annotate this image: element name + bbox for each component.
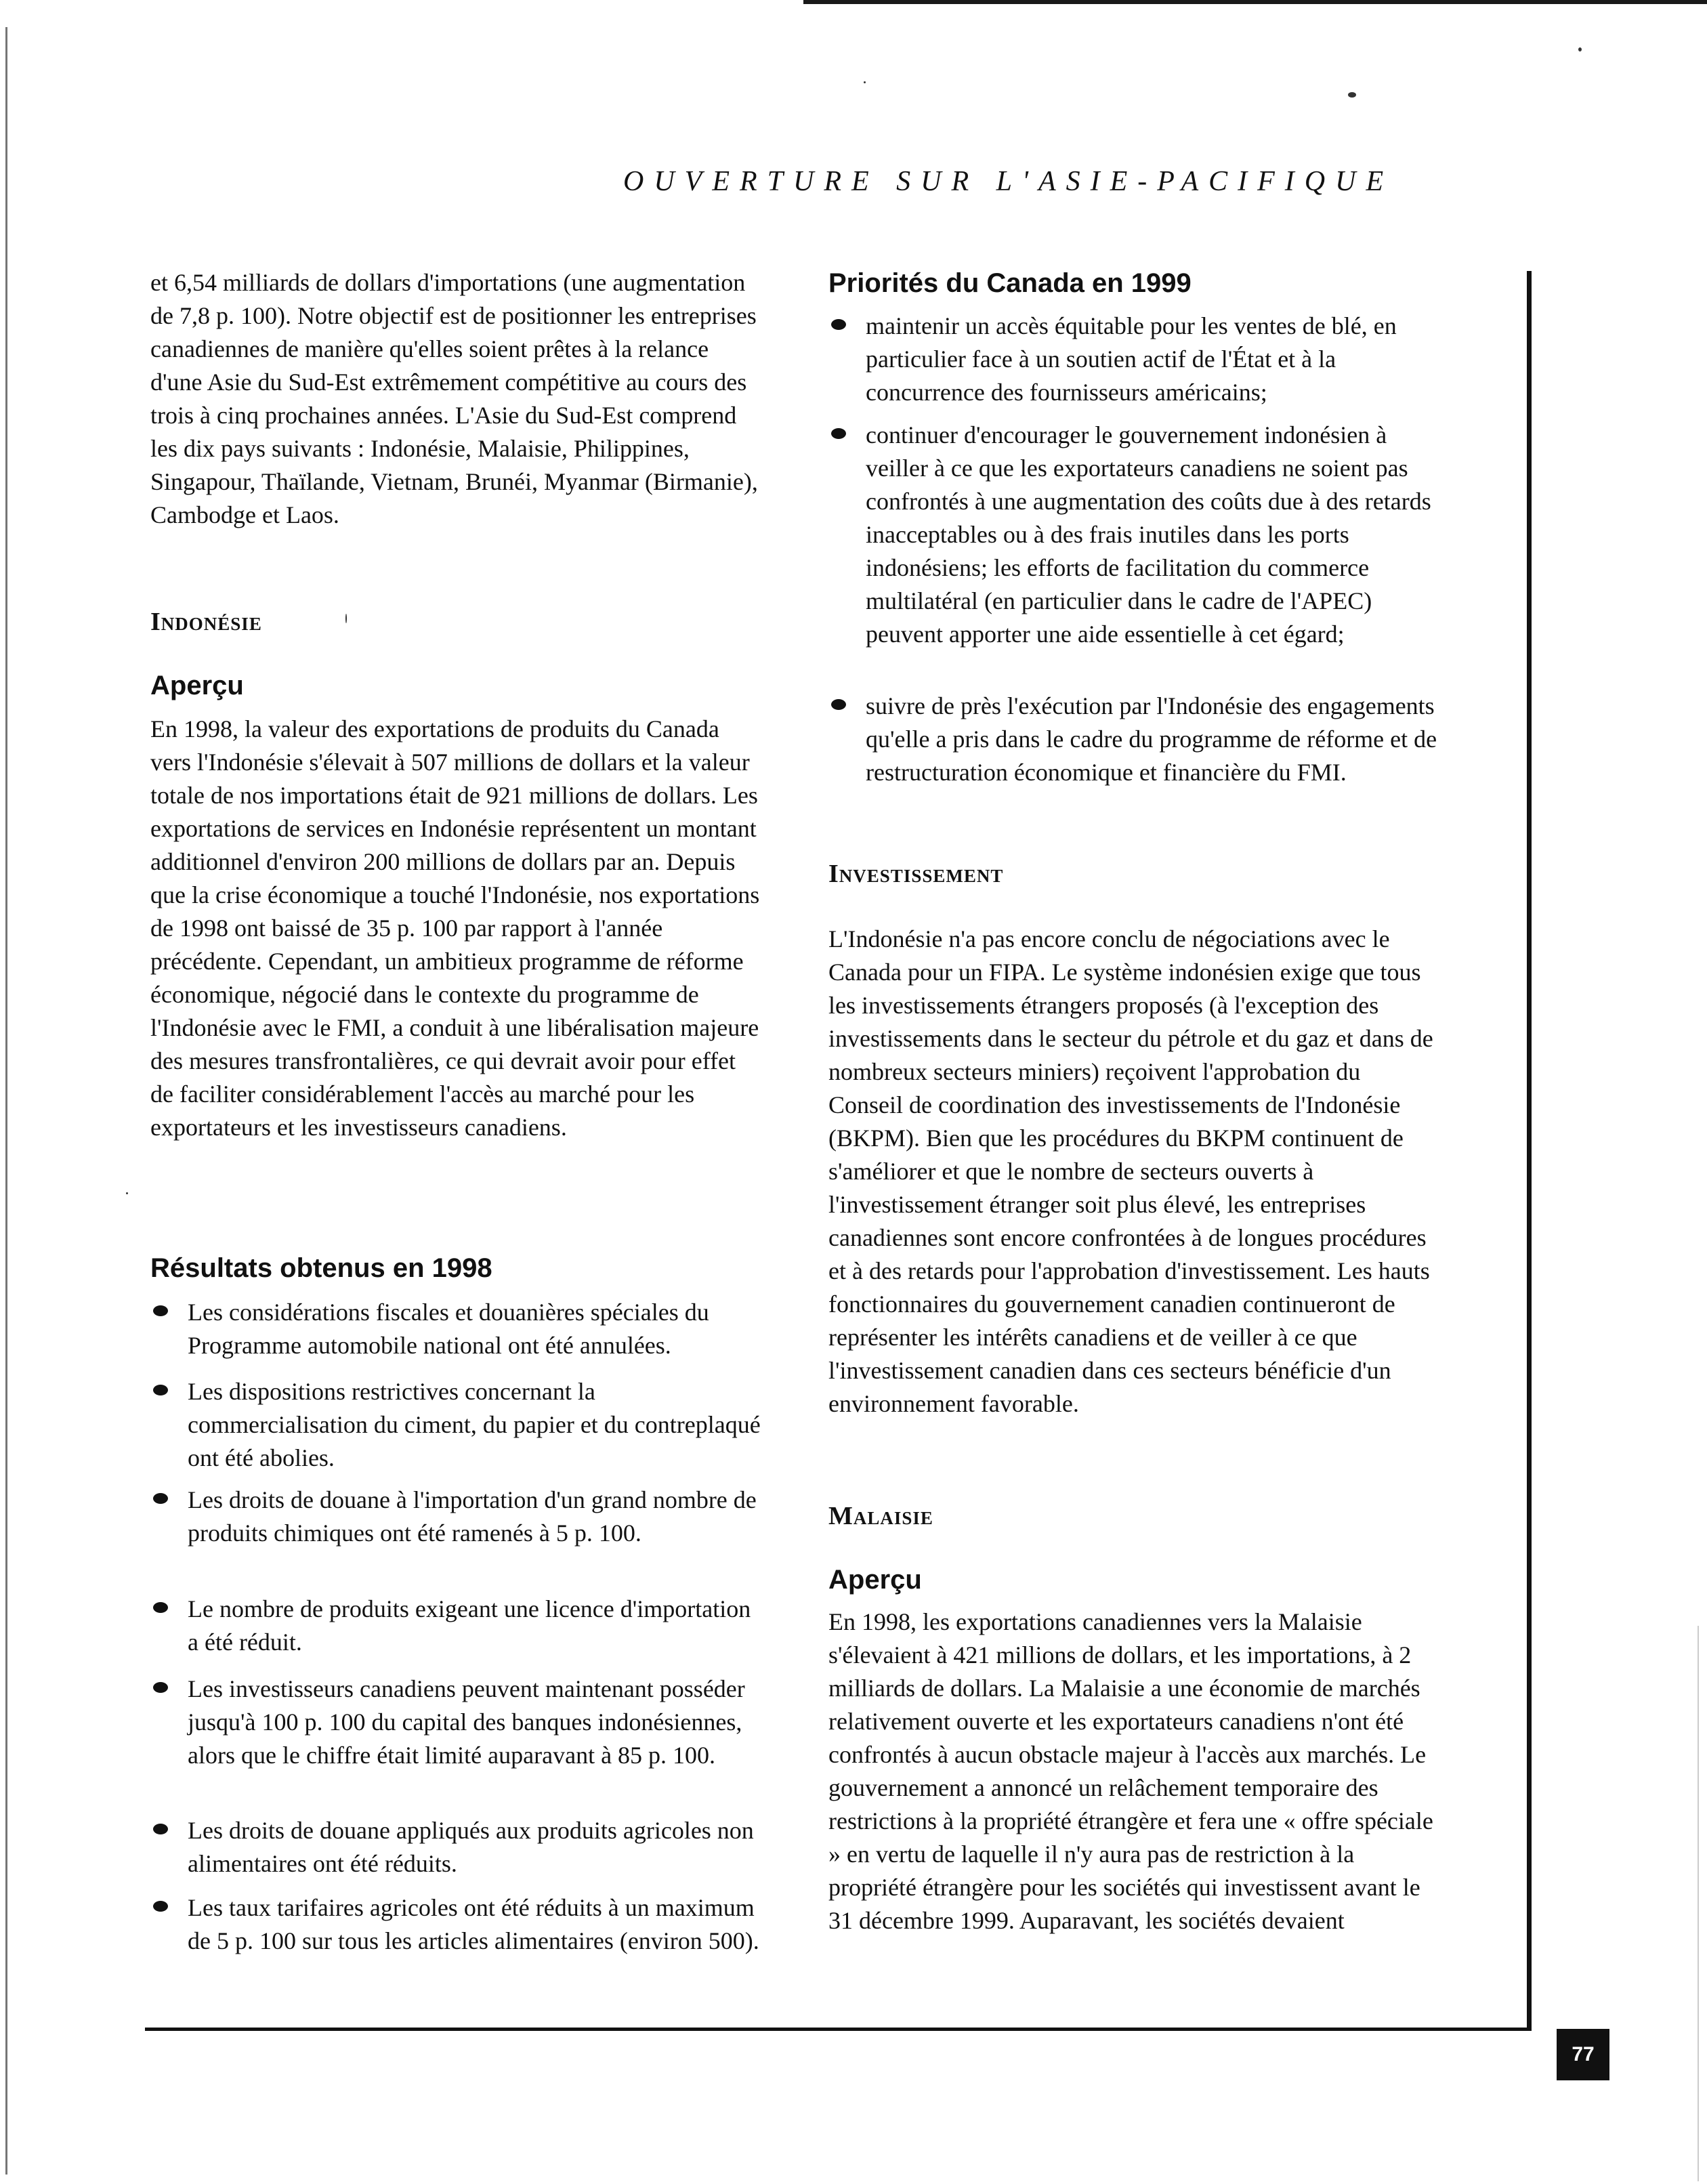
bullet-icon bbox=[153, 1824, 168, 1834]
list-item-text: continuer d'encourager le gouvernement indonésien à veiller à ce que les exportateurs canadiens ne soient pas confrontés à une augmentation des coûts due à des retards inacceptables ou à des frais inutiles dans les ports indonésiens; les efforts de facilitation du commerce multilatéral (en particulier dans le cadre de l'APEC) peuvent apporter une aide essentielle à cet égard; bbox=[866, 421, 1431, 648]
heading-malaisie: Malaisie bbox=[828, 1502, 933, 1530]
intro-paragraph: et 6,54 milliards de dollars d'importations (une augmentation de 7,8 p. 100). Notre objectif est de positionner les entreprises canadiennes de manière qu'elles soient prêtes à la relance d'une Asie du Sud-Est extrêmement compétitive au cours des trois à cinq prochaines années. L'Asie du Sud-Est comprend les dix pays suivants : Indonésie, Malaisie, Philippines, Singapour, Thaïlande, Vietnam, Brunéi, Myanmar (Birmanie), Cambodge et Laos. bbox=[150, 269, 758, 528]
top-border-line bbox=[803, 0, 1707, 4]
heading-priorites-1999: Priorités du Canada en 1999 bbox=[828, 268, 1192, 298]
list-item-text: Les taux tarifaires agricoles ont été réduits à un maximum de 5 p. 100 sur tous les articles alimentaires (environ 500). bbox=[188, 1894, 759, 1954]
heading-apercu-malaisie: Aperçu bbox=[828, 1565, 922, 1595]
bullet-icon bbox=[831, 428, 846, 439]
scan-speck bbox=[126, 1192, 128, 1194]
bullet-icon bbox=[831, 699, 846, 710]
list-item-text: suivre de près l'exécution par l'Indonésie des engagements qu'elle a pris dans le cadre du programme de réforme et de restructuration économique et financière du FMI. bbox=[866, 692, 1437, 786]
list-item-text: Les dispositions restrictives concernant la commercialisation du ciment, du papier et du contreplaqué ont été abolies. bbox=[188, 1378, 761, 1471]
bullet-icon bbox=[153, 1305, 168, 1316]
footer-rule bbox=[145, 2028, 1532, 2031]
bullet-icon bbox=[153, 1682, 168, 1693]
apercu-malaisie-paragraph: En 1998, les exportations canadiennes vers la Malaisie s'élevaient à 421 millions de dollars, et les importations, à 2 milliards de dollars. La Malaisie a une économie de marchés relativement ouverte et les exportateurs canadiens n'ont été confrontés à aucun obstacle majeur à l'accès aux marchés. Le gouvernement a annoncé un relâchement temporaire des restrictions à la propriété étrangère et fera une « offre spéciale » en vertu de laquelle il n'y aura pas de restriction à la propriété étrangère pour les sociétés qui investissent avant le 31 décembre 1999. Auparavant, les sociétés devaient bbox=[828, 1608, 1433, 1934]
bullet-icon bbox=[153, 1602, 168, 1613]
heading-investissement: Investissement bbox=[828, 860, 1004, 888]
scan-speck bbox=[1578, 47, 1582, 51]
bullet-icon bbox=[831, 319, 846, 330]
bullet-icon bbox=[153, 1493, 168, 1504]
scan-speck bbox=[345, 614, 347, 623]
list-item-text: maintenir un accès équitable pour les ventes de blé, en particulier face à un soutien actif de l'État et à la concurrence des fournisseurs américains; bbox=[866, 312, 1397, 406]
list-item-text: Les droits de douane à l'importation d'un grand nombre de produits chimiques ont été ramenés à 5 p. 100. bbox=[188, 1486, 757, 1547]
heading-resultats-1998: Résultats obtenus en 1998 bbox=[150, 1253, 492, 1283]
apercu-indonesie-paragraph: En 1998, la valeur des exportations de produits du Canada vers l'Indonésie s'élevait à 507 millions de dollars et la valeur totale de nos importations était de 921 millions de dollars. Les exportations de services en Indonésie représentent un montant additionnel d'environ 200 millions de dollars par an. Depuis que la crise économique a touché l'Indonésie, nos exportations de 1998 ont baissé de 35 p. 100 par rapport à l'année précédente. Cependant, un ambitieux programme de réforme économique, négocié dans le contexte du programme de l'Indonésie avec le FMI, a conduit à une libéralisation majeure des mesures transfrontalières, ce qui devrait avoir pour effet de faciliter considérablement l'accès au marché pour les exportateurs et les investisseurs canadiens. bbox=[150, 715, 760, 1141]
page-number: 77 bbox=[1557, 2029, 1609, 2080]
scan-speck bbox=[1348, 92, 1356, 98]
heading-apercu-indonesie: Aperçu bbox=[150, 671, 244, 700]
column-right-rule bbox=[1527, 271, 1532, 2030]
bullet-icon bbox=[153, 1385, 168, 1395]
list-item-text: Les droits de douane appliqués aux produits agricoles non alimentaires ont été réduits. bbox=[188, 1817, 754, 1877]
running-header-text: OUVERTURE SUR L'ASIE-PACIFIQUE bbox=[623, 166, 1394, 197]
heading-indonesie: Indonésie bbox=[150, 608, 262, 636]
list-item-text: Le nombre de produits exigeant une licence d'importation a été réduit. bbox=[188, 1595, 751, 1656]
scan-left-edge bbox=[5, 27, 7, 2175]
scan-right-edge bbox=[1698, 1626, 1699, 2181]
bullet-icon bbox=[153, 1901, 168, 1912]
list-item-text: Les considérations fiscales et douanières spéciales du Programme automobile national ont été annulées. bbox=[188, 1299, 709, 1359]
scan-speck bbox=[864, 81, 866, 83]
list-item-text: Les investisseurs canadiens peuvent maintenant posséder jusqu'à 100 p. 100 du capital des banques indonésiennes, alors que le chiffre était limité auparavant à 85 p. 100. bbox=[188, 1675, 745, 1769]
investissement-paragraph: L'Indonésie n'a pas encore conclu de négociations avec le Canada pour un FIPA. Le système indonésien exige que tous les investissements étrangers proposés (à l'exception des investissements dans le secteur du pétrole et du gaz et dans de nombreux secteurs miniers) reçoivent l'approbation du Conseil de coordination des investissements de l'Indonésie (BKPM). Bien que les procédures du BKPM continuent de s'améliorer et que le nombre de secteurs ouverts à l'investissement étranger soit plus élevé, les entreprises canadiennes sont encore confrontées à de longues procédures et à des retards pour l'approbation d'investissement. Les hauts fonctionnaires du gouvernement canadien continueront de représenter les intérêts canadiens et de veiller à ce que l'investissement canadien dans ces secteurs bénéficie d'un environnement favorable. bbox=[828, 925, 1433, 1417]
